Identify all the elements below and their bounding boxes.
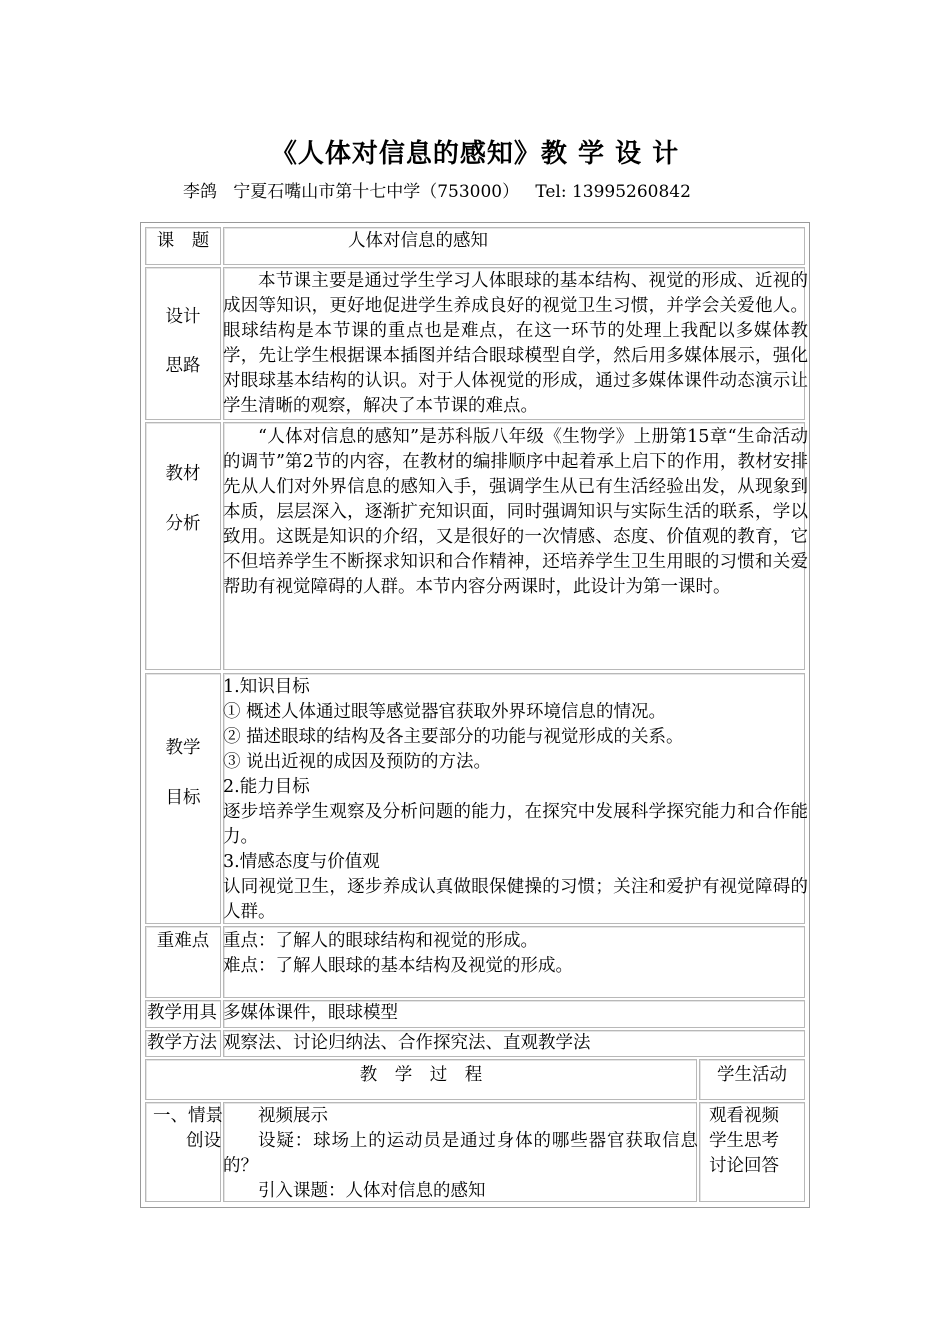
- keypoint-focus: 重点：了解人的眼球结构和视觉的形成。: [223, 931, 538, 951]
- analysis-label-1: 教材: [165, 464, 201, 484]
- analysis-label-2: 分析: [165, 514, 201, 534]
- analysis-label-cell: [145, 422, 221, 670]
- tools-value: 多媒体课件，眼球模型: [223, 1003, 398, 1023]
- page-title: 《人体对信息的感知》教 学 设 计: [270, 139, 680, 169]
- tools-label: 教学用具: [147, 1003, 217, 1023]
- methods-value: 观察法、讨论归纳法、合作探究法、直观教学法: [223, 1033, 591, 1053]
- design-label-1: 设计: [165, 307, 201, 327]
- process-header: 教 学 过 程: [359, 1065, 483, 1085]
- author-line: 李鸽 宁夏石嘴山市第十七中学（753000） Tel: 13995260842: [183, 182, 691, 202]
- objective-line: 逐步培养学生观察及分析问题的能力，在探究中发展科学探究能力和合作能力。: [223, 802, 808, 847]
- keypoints-text: [223, 929, 808, 979]
- objectives-label-1: 教学: [165, 738, 201, 758]
- objectives-label-2: 目标: [165, 788, 201, 808]
- design-label-2: 思路: [165, 356, 201, 376]
- objective-line: ③ 说出近视的成因及预防的方法。: [223, 752, 492, 772]
- student-activity-line: 讨论回答: [709, 1156, 779, 1176]
- step1-label-1: 一、情景: [153, 1106, 223, 1126]
- student-activity-line: 学生思考: [709, 1131, 779, 1151]
- step1-line-intro: 引入课题：人体对信息的感知: [258, 1181, 486, 1201]
- keypoint-difficulty: 难点：了解人眼球的基本结构及视觉的形成。: [223, 956, 573, 976]
- objective-line: ② 描述眼球的结构及各主要部分的功能与视觉形成的关系。: [223, 727, 684, 747]
- student-activity-header: 学生活动: [717, 1065, 787, 1085]
- objective-line: 2.能力目标: [223, 777, 310, 797]
- design-label-cell: [145, 267, 221, 420]
- step1-content: [223, 1104, 698, 1204]
- objectives-text: [223, 675, 808, 925]
- student-activity-line: 观看视频: [709, 1106, 779, 1126]
- objective-line: ① 概述人体通过眼等感觉器官获取外界环境信息的情况。: [223, 702, 667, 722]
- design-paragraph: 本节课主要是通过学生学习人体眼球的基本结构、视觉的形成、近视的成因等知识，更好地促进学生养成良好的视觉卫生习惯，并学会关爱他人。眼球结构是本节课的重点也是难点，在这一环节的处理上我配以多媒体教学，先让学生根据课本插图并结合眼球模型自学，然后用多媒体展示，强化对眼球基本结构的认识。对于人体视觉的形成，通过多媒体课件动态演示让学生清晰的观察，解决了本节课的难点。: [223, 271, 808, 416]
- objective-line: 3.情感态度与价值观: [223, 852, 380, 872]
- topic-value: 人体对信息的感知: [348, 231, 488, 251]
- analysis-paragraph: “人体对信息的感知”是苏科版八年级《生物学》上册第15章“生命活动的调节”第2节的内容，在教材的编排顺序中起着承上启下的作用，教材安排先从人们对外界信息的感知入手，强调学生从已有生活经验出发，从现象到本质，层层深入，逐渐扩充知识面，同时强调知识与实际生活的联系，学以致用。这既是知识的介绍，又是很好的一次情感、态度、价值观的教育，它不但培养学生不断探求知识和合作精神，还培养学生卫生用眼的习惯和关爱帮助有视觉障碍的人群。本节内容分两课时，此设计为第一课时。: [223, 427, 808, 597]
- design-text: [223, 269, 808, 419]
- methods-label: 教学方法: [147, 1033, 217, 1053]
- objective-line: 1.知识目标: [223, 677, 310, 697]
- step1-student: [709, 1104, 804, 1179]
- step1-label-2: 创设: [186, 1131, 221, 1151]
- topic-label: 课 题: [156, 231, 210, 251]
- step1-line-question: 设疑：球场上的运动员是通过身体的哪些器官获取信息的？: [223, 1131, 698, 1176]
- keypoints-label: 重难点: [156, 931, 210, 951]
- objective-line: 认同视觉卫生，逐步养成认真做眼保健操的习惯；关注和爱护有视觉障碍的人群。: [223, 877, 808, 922]
- step1-line-video: 视频展示: [258, 1106, 328, 1126]
- analysis-text: [223, 425, 808, 600]
